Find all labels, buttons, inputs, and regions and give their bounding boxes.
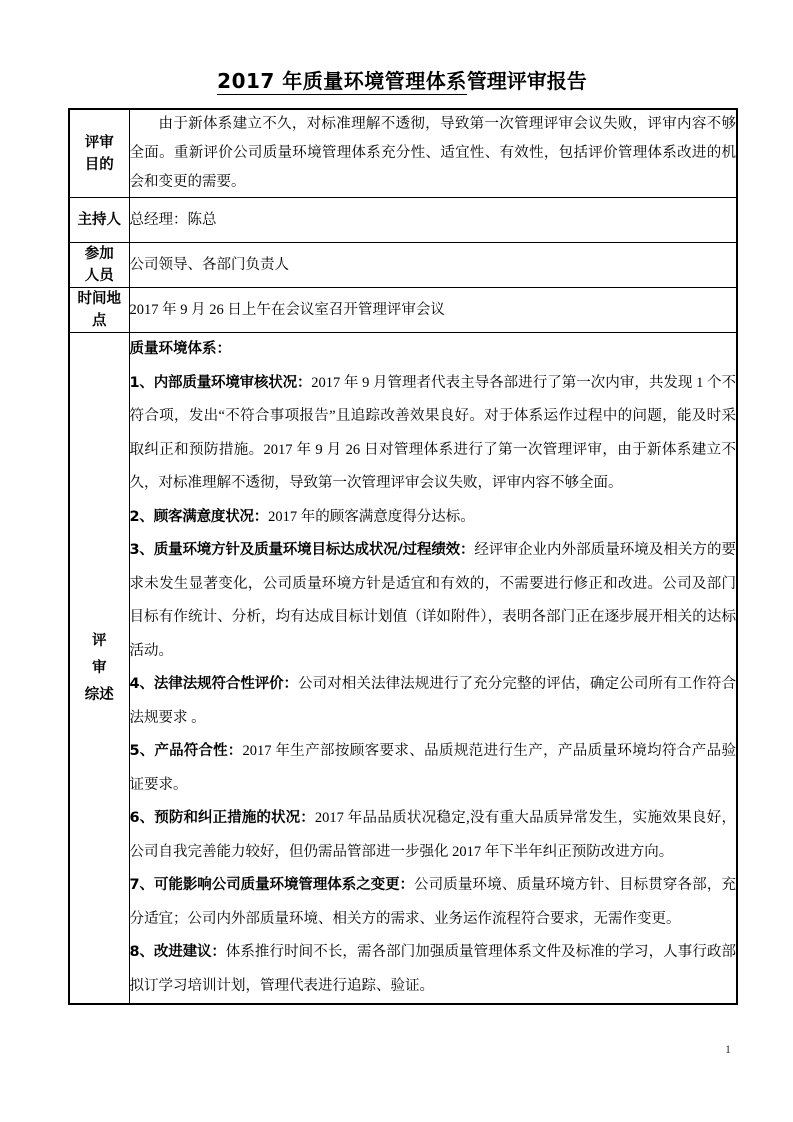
row-label-line: 主持人 bbox=[77, 212, 121, 228]
row-value-text: 总经理：陈总 bbox=[129, 212, 217, 228]
row-label-line: 点 bbox=[92, 313, 107, 329]
summary-section-1 bbox=[130, 367, 737, 501]
row-label-line: 综述 bbox=[84, 686, 114, 703]
page-number: 1 bbox=[725, 1042, 731, 1056]
row-label-time-place bbox=[69, 288, 129, 333]
row-label-review-summary bbox=[69, 333, 129, 1005]
row-value-text: 由于新体系建立不久，对标准理解不透彻，导致第一次管理评审会议失败，评审内容不够全面。重新评价公司质量环境管理体系充分性、适宜性、有效性，包括评价管理体系改进的机会和变更的需要。 bbox=[129, 116, 736, 190]
summary-section-5 bbox=[130, 735, 737, 802]
section-text: 体系推行时间不长，需各部门加强质量管理体系文件及标准的学习，人事行政部拟订学习培训计划，管理代表进行追踪、验证。 bbox=[129, 944, 736, 994]
table-row-time-place bbox=[69, 288, 737, 333]
section-head: 4、法律法规符合性评价： bbox=[129, 676, 298, 692]
section-text: 2017 年的顾客满意度得分达标。 bbox=[268, 508, 475, 525]
section-text: 经评审企业内外部质量环境及相关方的要求未发生显著变化，公司质量环境方针是适宜和有效的，不需要进行修正和改进。公司及部门目标有作统计、分析，均有达成目标计划值（详如附件），表明各部门正在逐步展开相关的达标活动。 bbox=[129, 542, 736, 659]
section-text: 公司质量环境、质量环境方针、目标贯穿各部，充分适宜；公司内外部质量环境、相关方的需求、业务运作流程符合要求，无需作变更。 bbox=[129, 877, 736, 927]
row-label-participants bbox=[69, 243, 129, 288]
table-row-host bbox=[69, 198, 737, 243]
row-label-line: 参加 bbox=[84, 246, 114, 262]
summary-section-8 bbox=[130, 936, 737, 1003]
summary-section-4 bbox=[130, 668, 737, 735]
row-value-participants bbox=[129, 243, 737, 288]
summary-section-3 bbox=[130, 534, 737, 668]
row-label-host bbox=[69, 198, 129, 243]
summary-heading bbox=[130, 333, 737, 367]
section-head: 5、产品符合性： bbox=[129, 743, 243, 759]
row-label-purpose bbox=[69, 109, 129, 198]
row-value-text: 公司领导、各部门负责人 bbox=[129, 257, 289, 273]
summary-section-6 bbox=[130, 802, 737, 869]
row-label-line: 人员 bbox=[84, 268, 114, 284]
row-label-line: 评审 bbox=[84, 134, 114, 151]
section-head: 2、顾客满意度状况： bbox=[129, 508, 269, 525]
row-value-text: 2017 年 9 月 26 日上午在会议室召开管理评审会议 bbox=[129, 302, 445, 318]
title-plain-part: 管理评审报告 bbox=[466, 69, 587, 93]
review-report-table bbox=[68, 108, 738, 1005]
row-value-time-place bbox=[129, 288, 737, 333]
page-title bbox=[68, 66, 736, 96]
section-text: 2017 年生产部按顾客要求、品质规范进行生产，产品质量环境均符合产品验证要求。 bbox=[129, 743, 736, 793]
section-text: 公司对相关法律法规进行了充分完整的评估，确定公司所有工作符合法规要求 。 bbox=[129, 676, 736, 726]
section-head: 3、质量环境方针及质量环境目标达成状况/过程绩效： bbox=[129, 542, 475, 558]
table-row-review-summary bbox=[69, 333, 737, 1005]
title-underlined-part: 2017 年质量环境管理体系 bbox=[217, 69, 467, 93]
row-label-line: 评 bbox=[92, 632, 107, 649]
summary-section-7 bbox=[130, 869, 737, 936]
table-row-purpose bbox=[69, 109, 737, 198]
summary-section-2 bbox=[130, 501, 737, 535]
row-value-purpose bbox=[129, 109, 737, 198]
row-label-line: 目的 bbox=[84, 156, 114, 173]
section-head: 8、改进建议： bbox=[129, 944, 226, 960]
summary-heading-text: 质量环境体系： bbox=[129, 341, 231, 357]
table-row-participants bbox=[69, 243, 737, 288]
section-head: 7、可能影响公司质量环境管理体系之变更： bbox=[129, 877, 414, 893]
row-label-line: 审 bbox=[92, 659, 107, 676]
section-head: 1、内部质量环境审核状况： bbox=[129, 374, 312, 391]
row-label-line: 时间地 bbox=[77, 291, 121, 307]
section-text: 2017 年品品质状况稳定,没有重大品质异常发生，实施效果良好，公司自我完善能力较好，但仍需品管部进一步强化 2017 年下半年纠正预防改进方向。 bbox=[129, 810, 736, 860]
row-value-review-summary bbox=[129, 333, 737, 1005]
row-value-host bbox=[129, 198, 737, 243]
section-head: 6、预防和纠正措施的状况： bbox=[129, 810, 315, 826]
section-text: 2017 年 9 月管理者代表主导各部进行了第一次内审，共发现 1 个不符合项，发出“不符合事项报告”且追踪改善效果良好。对于体系运作过程中的问题，能及时采取纠正和预防措施。2017 年 9 月 26 日对管理体系进行了第一次管理评审，由于新体系建立不久，对标准理解不透彻，导致第一次管理评审会议失败，评审内容不够全面。 bbox=[129, 374, 736, 491]
